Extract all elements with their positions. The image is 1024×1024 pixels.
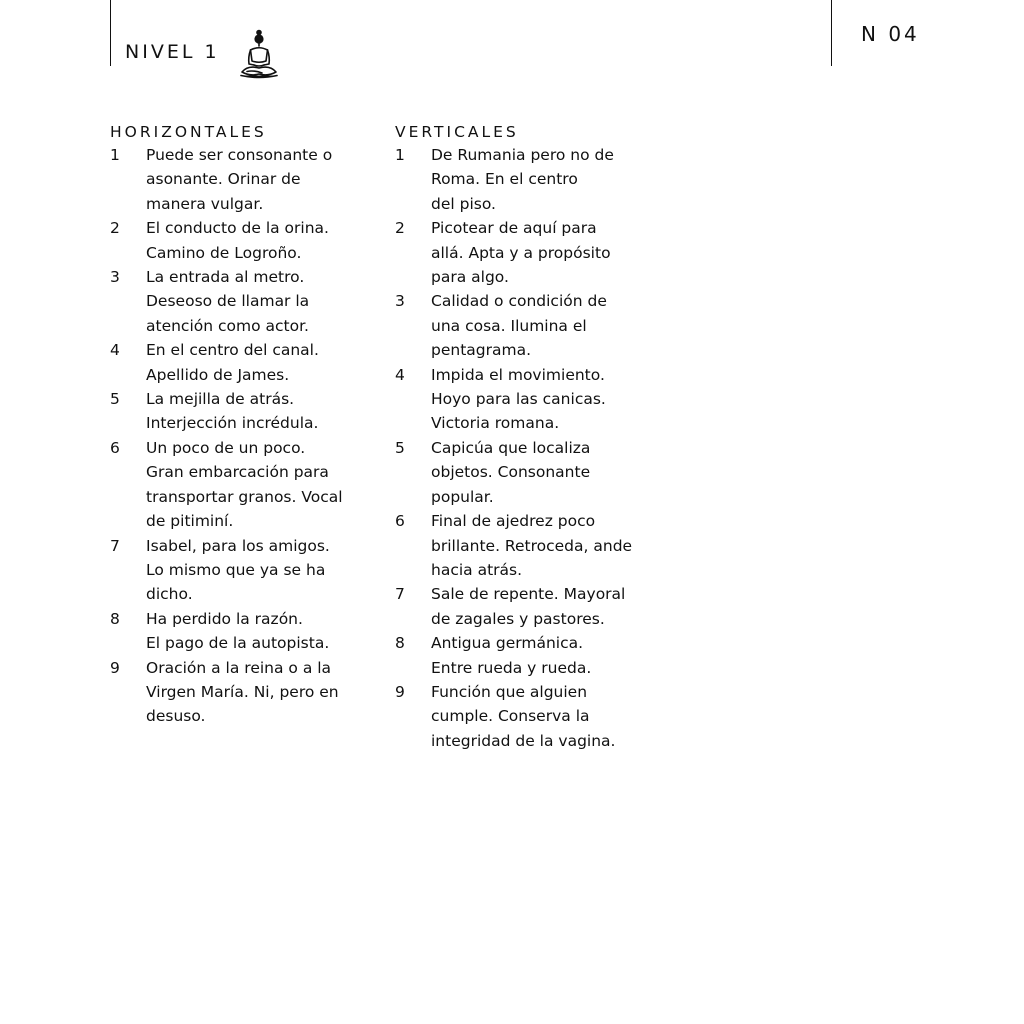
clue-text: Calidad o condición de una cosa. Ilumina el pentagrama. [431,292,607,360]
clue-item [395,289,655,362]
clue-item [110,534,370,607]
clue-number: 3 [110,268,120,287]
clue-text: Oración a la reina o a la Virgen María. Ni, pero en desuso. [146,658,339,726]
clue-text: Isabel, para los amigos. Lo mismo que ya se ha dicho. [146,536,330,604]
clue-number: 4 [110,341,120,360]
clue-item [395,680,655,753]
right-header-rule [831,0,832,66]
clue-item [110,216,370,265]
vertical-clue-list [395,143,655,753]
clue-number: 3 [395,292,405,311]
clue-number: 8 [110,609,120,628]
clue-text: Final de ajedrez poco brillante. Retroceda, ande hacia atrás. [431,512,633,579]
vertical-clues-heading: VERTICALES [395,123,519,141]
clue-item [110,338,370,387]
clue-item [395,509,655,582]
horizontal-clue-list [110,143,370,729]
clue-text: Picotear de aquí para allá. Apta y a propósito para algo. [431,219,611,287]
clue-number: 6 [110,438,120,457]
clue-item [110,656,370,729]
clue-item [395,363,655,436]
clue-item [395,582,655,631]
clue-item [110,265,370,338]
clue-number: 9 [395,682,405,701]
clue-text: Un poco de un poco. Gran embarcación para transportar granos. Vocal de pitiminí. [146,438,343,531]
clue-text: Impida el movimiento. Hoyo para las canicas. Victoria romana. [431,365,606,433]
clue-number: 7 [395,585,405,604]
clue-text: De Rumania pero no de Roma. En el centro del piso. [431,146,614,213]
clue-text: Antigua germánica. Entre rueda y rueda. [431,634,592,677]
clue-number: 5 [110,390,120,409]
clue-item [110,607,370,656]
clue-number: 1 [395,146,405,164]
clue-text: Ha perdido la razón. El pago de la autopista. [146,609,330,653]
clue-item [395,631,655,680]
clue-item [395,143,655,216]
clue-number: 5 [395,438,405,457]
clue-item [110,387,370,436]
clue-item [110,143,370,216]
clue-text: Sale de repente. Mayoral de zagales y pastores. [431,585,626,628]
clue-number: 7 [110,536,120,555]
clue-number: 6 [395,512,405,531]
clue-text: Puede ser consonante o asonante. Orinar de manera vulgar. [146,146,333,213]
clue-item [395,436,655,509]
clue-number: 2 [395,219,405,238]
clue-number: 2 [110,219,120,238]
horizontal-clues-heading: HORIZONTALES [110,123,267,141]
vertical-clues-section [395,121,655,753]
clue-text: Función que alguien cumple. Conserva la integridad de la vagina. [431,682,616,750]
clue-item [395,216,655,289]
clue-number: 4 [395,365,405,384]
clue-text: En el centro del canal. Apellido de James. [146,341,319,384]
puzzle-number: N 04 [861,22,920,46]
clue-item [110,436,370,534]
clue-text: La mejilla de atrás. Interjección incrédula. [146,390,319,433]
clue-text: El conducto de la orina. Camino de Logroño. [146,219,329,262]
clue-text: La entrada al metro. Deseoso de llamar la atención como actor. [146,268,310,335]
meditation-figure-icon [238,28,280,80]
left-header-rule [110,0,111,66]
horizontal-clues-section [110,121,370,729]
level-title: NIVEL 1 [125,41,220,63]
clue-number: 8 [395,634,405,653]
clue-number: 9 [110,658,120,677]
clue-text: Capicúa que localiza objetos. Consonante popular. [431,438,591,506]
clue-number: 1 [110,146,120,164]
